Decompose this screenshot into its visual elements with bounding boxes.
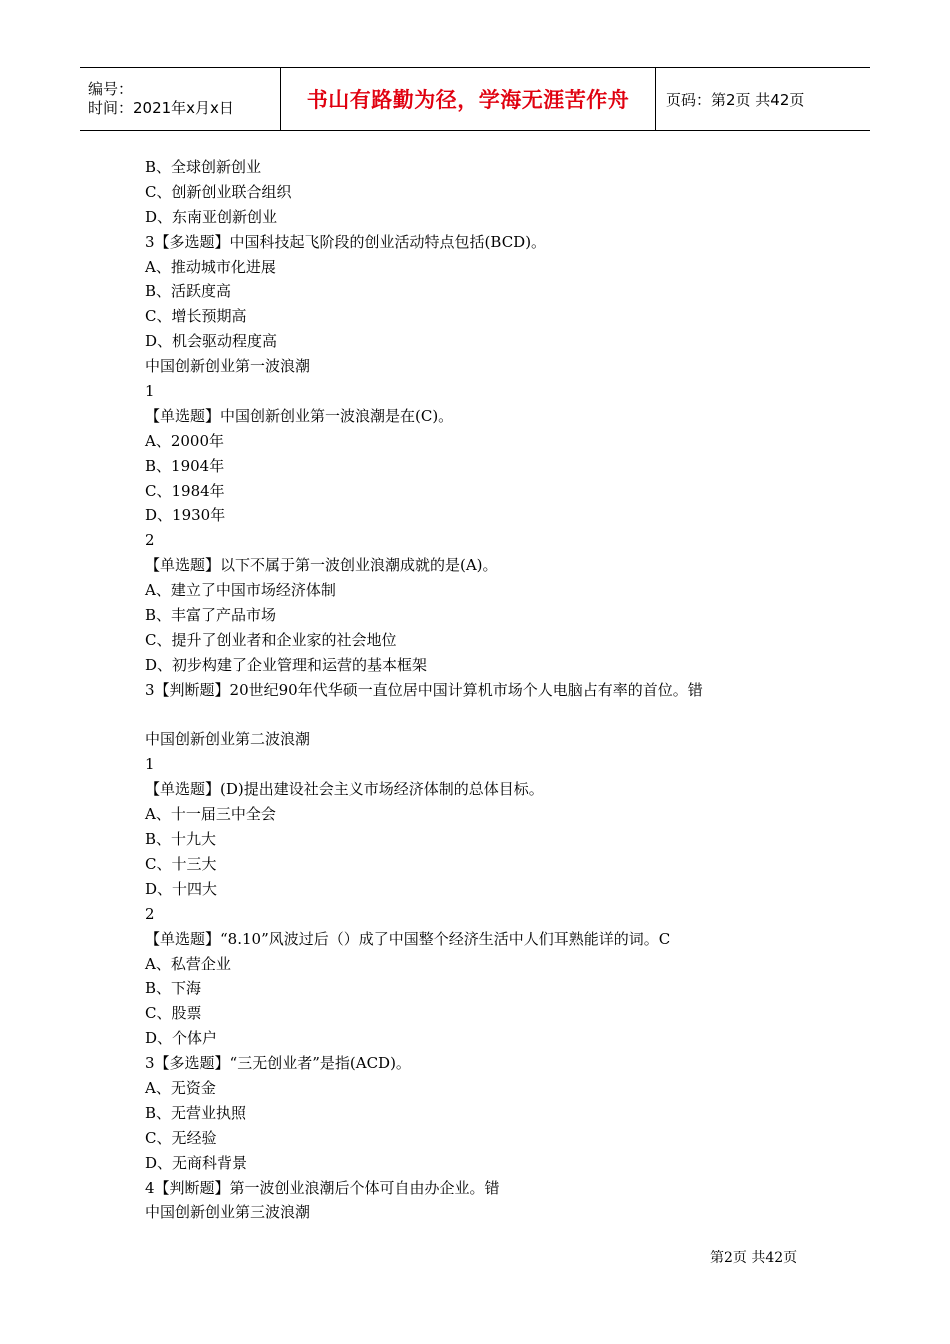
text-line: 【单选题】以下不属于第一波创业浪潮成就的是(A)。 [145, 556, 498, 575]
document-date: 时间：2021年x月x日 [88, 99, 234, 117]
text-line: C、1984年 [145, 481, 225, 500]
text-line: B、活跃度高 [145, 282, 232, 301]
header-page-info: 页码：第2页 共42页 [666, 90, 805, 109]
text-line: A、无资金 [145, 1078, 216, 1097]
text-line: C、提升了创业者和企业家的社会地位 [145, 630, 397, 649]
text-line: A、建立了中国市场经济体制 [145, 581, 336, 600]
text-line: B、无营业执照 [145, 1103, 247, 1122]
text-line: B、十九大 [145, 830, 217, 849]
blank-line [145, 703, 845, 728]
page-footer: 第2页 共42页 [710, 1250, 798, 1266]
text-line: B、1904年 [145, 456, 225, 475]
text-line: 3【多选题】“三无创业者”是指(ACD)。 [145, 1054, 411, 1073]
text-line: 中国创新创业第二波浪潮 [145, 730, 311, 749]
text-line: B、全球创新创业 [145, 158, 262, 176]
text-line: D、机会驱动程度高 [145, 332, 278, 351]
text-line: 2 [145, 531, 155, 550]
text-line: C、十三大 [145, 854, 217, 873]
text-line: D、初步构建了企业管理和运营的基本框架 [145, 655, 428, 674]
header-meta [80, 68, 281, 130]
text-line: 中国创新创业第三波浪潮 [145, 1203, 311, 1222]
text-line: A、十一届三中全会 [145, 805, 276, 824]
text-line: 4【判断题】第一波创业浪潮后个体可自由办企业。错 [145, 1178, 500, 1197]
text-line: A、2000年 [145, 431, 225, 450]
text-line: 2 [145, 904, 155, 923]
text-line: D、十四大 [145, 879, 218, 898]
text-line: D、无商科背景 [145, 1153, 248, 1172]
header-page-info-cell [656, 68, 870, 130]
text-line: 1 [145, 382, 155, 401]
text-line: B、丰富了产品市场 [145, 606, 277, 625]
text-line: A、私营企业 [145, 954, 231, 973]
page-header [80, 67, 870, 131]
header-motto: 书山有路勤为径，学海无涯苦作舟 [306, 88, 630, 112]
text-line: 【单选题】中国创新创业第一波浪潮是在(C)。 [145, 406, 454, 425]
text-line: D、1930年 [145, 506, 226, 525]
text-line: 3【判断题】20世纪90年代华硕一直位居中国计算机市场个人电脑占有率的首位。错 [145, 680, 703, 699]
text-line: 中国创新创业第一波浪潮 [145, 357, 311, 376]
document-body [145, 155, 845, 1225]
header-motto-cell [281, 68, 656, 130]
text-line: A、推动城市化进展 [145, 257, 276, 276]
text-line: D、东南亚创新创业 [145, 207, 278, 226]
text-line: C、增长预期高 [145, 307, 247, 326]
text-line: C、创新创业联合组织 [145, 182, 292, 201]
text-line: 3【多选题】中国科技起飞阶段的创业活动特点包括(BCD)。 [145, 232, 547, 251]
text-line: 【单选题】“8.10”风波过后（）成了中国整个经济生活中人们耳熟能详的词。C [145, 929, 671, 948]
text-line: D、个体户 [145, 1029, 218, 1048]
text-line: 【单选题】(D)提出建设社会主义市场经济体制的总体目标。 [145, 780, 544, 799]
document-number-label: 编号： [88, 80, 134, 98]
text-line: B、下海 [145, 979, 202, 998]
text-line: C、无经验 [145, 1128, 217, 1147]
text-line: C、股票 [145, 1004, 202, 1023]
text-line: 1 [145, 755, 155, 774]
